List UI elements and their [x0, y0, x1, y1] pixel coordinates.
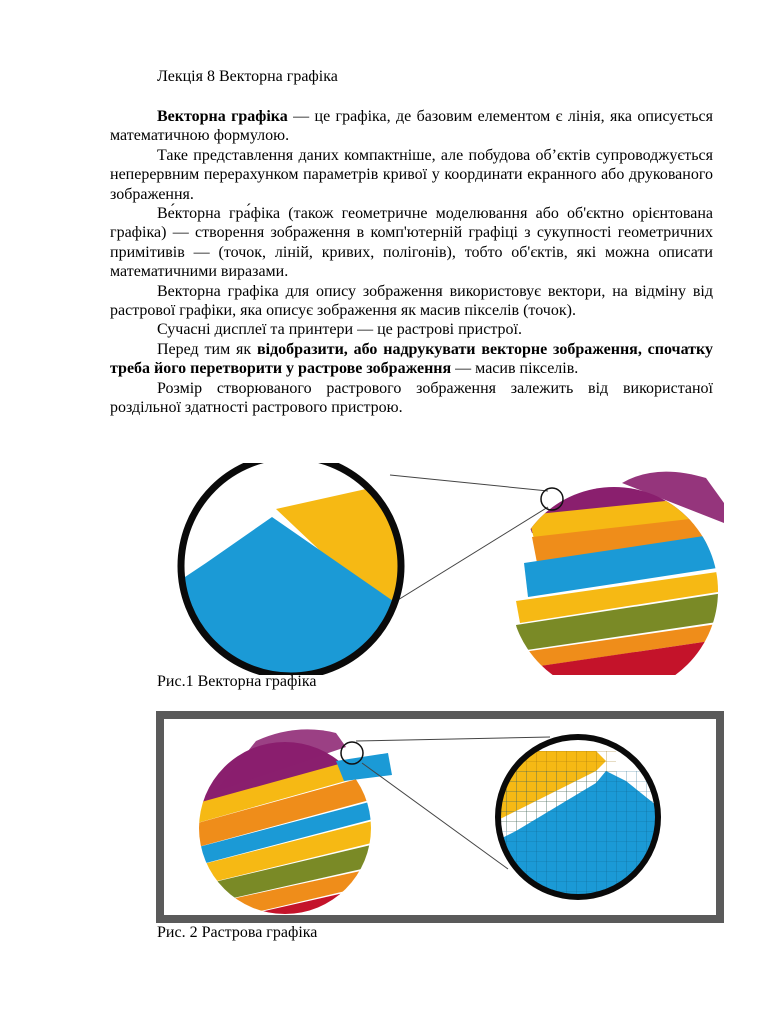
paragraph-lead: Перед тим як — [157, 340, 257, 358]
paragraph-compact: Таке представлення даних компактніше, але побудова об’єктів супроводжується неперервним перерахунком параметрів кривої у координати екранного або друкованого зображення. — [110, 146, 713, 203]
term-bold: Векторна графіка — [157, 108, 288, 125]
paragraph-text: — масив пікселів. — [451, 360, 579, 378]
lecture-title: Лекція 8 Векторна графіка — [157, 68, 338, 85]
vector-illustration — [176, 463, 724, 675]
paragraph-raster-devices: Сучасні дисплеї та принтери — це растрові пристрої. — [157, 321, 522, 339]
figure-raster — [156, 711, 724, 923]
paragraph-text: — це графіка, де базовим елементом є лінія, яка описується математичною формулою. — [110, 108, 713, 145]
figure-vector — [176, 463, 724, 675]
zoom-marker — [541, 488, 563, 510]
figure2-caption: Рис. 2 Растрова графіка — [157, 924, 318, 941]
body-text — [110, 107, 713, 418]
emphasis-bold: відобразити, або надрукувати векторне зображення, спочатку треба його перетворити у растрове зображення — [110, 340, 714, 378]
figure1-caption: Рис.1 Векторна графіка — [157, 673, 317, 690]
paragraph-definition — [110, 107, 713, 146]
raster-illustration — [156, 711, 724, 923]
paragraph-rasterize — [110, 340, 713, 379]
paragraph-resolution: Розмір створюваного растрового зображення залежить від використаної роздільної здатності растрового пристрою. — [110, 379, 713, 417]
paragraph-geometric: Ве́кторна гра́фіка (також геометричне моделювання або об'єктно орієнтована графіка) — створення зображення в комп'ютерній графіці з сукупності геометричних примітивів — (точок, ліній, кривих, полігонів), тобто об'єктів, які можна описати математичними виразами. — [110, 205, 713, 281]
paragraph-vectors: Векторна графіка для опису зображення використовує вектори, на відміну від растрової графіки, яка описує зображення як масив пікселів (точок). — [110, 282, 713, 320]
